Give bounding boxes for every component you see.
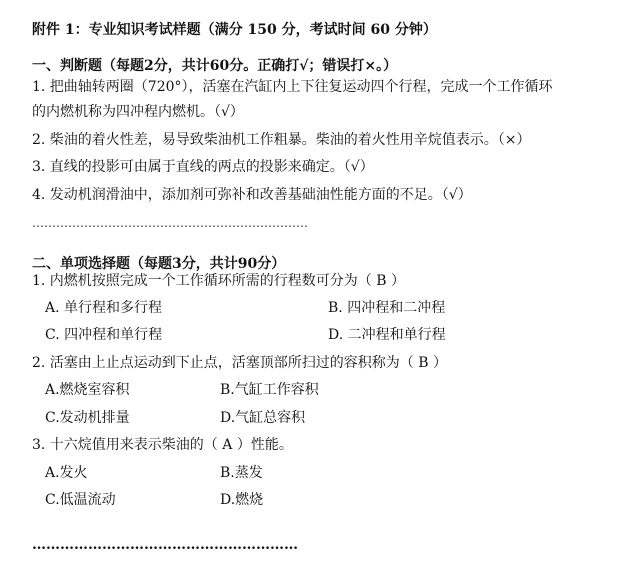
choice-question-3-option-d: D.燃烧: [220, 492, 264, 508]
choice-question-2-option-b: B.气缸工作容积: [220, 382, 319, 398]
judge-question-1-line2: 的内燃机称为四冲程内燃机。（√）: [32, 104, 244, 120]
section2-ellipsis: …………………………………………………: [32, 537, 298, 553]
choice-question-3-option-a: A.发火: [45, 465, 88, 481]
choice-question-1-option-b: B. 四冲程和二冲程: [328, 300, 446, 316]
choice-question-1-stem: 1. 内燃机按照完成一个工作循环所需的行程数可分为（ B ）: [32, 273, 405, 289]
choice-question-3-option-c: C.低温流动: [45, 492, 116, 508]
judge-question-1-line1: 1. 把曲轴转两圈（720°），活塞在汽缸内上下往复运动四个行程，完成一个工作循环: [32, 79, 553, 95]
section1-heading: 一、判断题（每题2分，共计60分。正确打√；错误打×。）: [32, 58, 398, 74]
choice-question-2-option-d: D.气缸总容积: [220, 410, 306, 426]
choice-question-2-option-c: C.发动机排量: [45, 410, 130, 426]
judge-question-4: 4. 发动机润滑油中，添加剂可弥补和改善基础油性能方面的不足。（√）: [32, 187, 472, 203]
choice-question-3-option-b: B.蒸发: [220, 465, 263, 481]
section2-heading: 二、单项选择题（每题3分，共计90分）: [32, 256, 286, 272]
choice-question-1-option-c: C. 四冲程和单行程: [45, 327, 163, 343]
choice-question-1-option-d: D. 二冲程和单行程: [328, 327, 446, 343]
choice-question-2-option-a: A.燃烧室容积: [45, 382, 130, 398]
choice-question-2-stem: 2. 活塞由上止点运动到下止点，活塞顶部所扫过的容积称为（ B ）: [32, 355, 447, 371]
judge-question-3: 3. 直线的投影可由属于直线的两点的投影来确定。（√）: [32, 159, 374, 175]
document-title: 附件 1：专业知识考试样题（满分 150 分，考试时间 60 分钟）: [32, 22, 437, 38]
judge-question-2: 2. 柴油的着火性差，易导致柴油机工作粗暴。柴油的着火性用辛烷值表示。（×）: [32, 132, 531, 148]
section1-ellipsis: ……………………………………………………………: [32, 216, 308, 230]
choice-question-1-option-a: A. 单行程和多行程: [45, 300, 163, 316]
choice-question-3-stem: 3. 十六烷值用来表示柴油的（ A ）性能。: [32, 437, 293, 453]
